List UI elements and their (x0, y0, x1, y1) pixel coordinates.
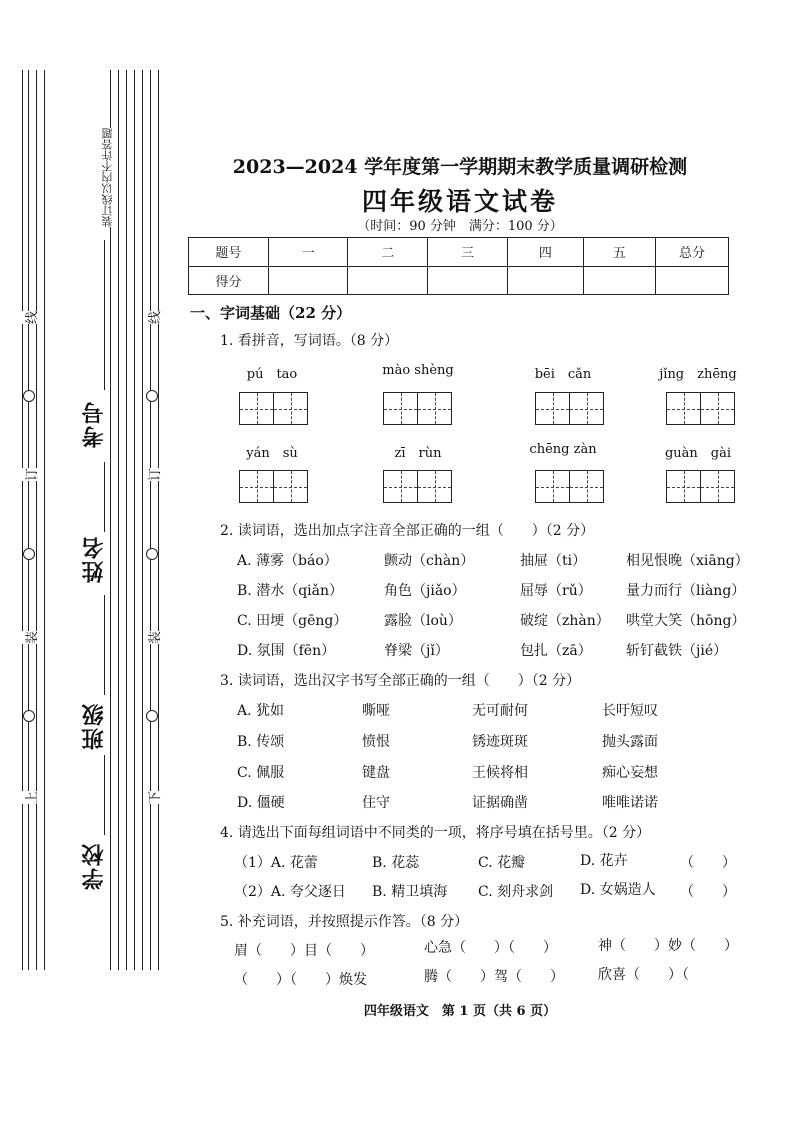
q4-answer-blank[interactable]: （ ） (680, 884, 736, 900)
writing-box[interactable] (239, 470, 308, 503)
q3-option: 愤恨 (362, 734, 390, 750)
pinyin-label: bēi cǎn (534, 367, 592, 382)
q3-option: 唯唯诺诺 (602, 795, 658, 811)
q4-option[interactable]: C. 刻舟求剑 (478, 884, 554, 900)
score-header-cell: 一 (268, 238, 348, 267)
q3-option[interactable]: C. 佩服 (237, 765, 285, 781)
score-input-cell[interactable] (655, 266, 728, 295)
binding-hole (23, 390, 35, 402)
pinyin-label: guàn gài (664, 446, 732, 461)
field-banji-line[interactable] (104, 595, 105, 695)
q3-option: 长吁短叹 (602, 703, 658, 719)
writing-box[interactable] (239, 392, 308, 425)
question-4-prompt: 4. 请选出下面每组词语中不同类的一项，将序号填在括号里。（2 分） (220, 825, 651, 841)
writing-box[interactable] (666, 470, 735, 503)
outer-mark-line: 线 (21, 311, 40, 324)
field-xingming: 姓名 (81, 535, 107, 583)
binding-hole (146, 548, 158, 560)
q3-option[interactable]: B. 传颂 (237, 734, 285, 750)
score-header-cell: 二 (348, 238, 428, 267)
q2-option[interactable]: D. 氛围（fēn） (237, 643, 336, 659)
q3-option: 证据确凿 (472, 795, 528, 811)
question-2-prompt: 2. 读词语，选出加点字注音全部正确的一组（ ）（2 分） (220, 523, 595, 539)
exam-subtitle: 四年级语文试卷 (361, 187, 558, 216)
q4-option[interactable]: C. 花瓣 (478, 855, 526, 871)
field-banji: 班级 (81, 702, 107, 750)
inner-mark-line: 线 (144, 311, 163, 324)
score-input-cell[interactable] (348, 266, 428, 295)
writing-box[interactable] (666, 392, 735, 425)
q2-option: 量力而行（liàng） (626, 583, 746, 599)
q5-blank[interactable]: 心急（ ）（ ） (424, 940, 557, 956)
pinyin-label: zī rùn (394, 446, 442, 461)
q3-option: 嘶哑 (362, 703, 390, 719)
question-1-prompt: 1. 看拼音，写词语。（8 分） (220, 333, 399, 349)
q5-blank[interactable]: 神（ ）妙（ ） (598, 938, 738, 954)
field-xuexiao: 学校 (81, 842, 107, 890)
outer-mark-shang: 上 (21, 791, 40, 804)
field-xuexiao-line[interactable] (104, 755, 105, 835)
q5-blank[interactable]: （ ）（ ）焕发 (234, 972, 367, 988)
q2-option: 角色（jiǎo） (384, 583, 466, 599)
score-header-cell: 四 (507, 238, 583, 267)
score-table (188, 237, 729, 295)
binding-hole (146, 390, 158, 402)
field-kaohao: 考号 (81, 400, 107, 448)
field-xingming-line[interactable] (104, 462, 105, 532)
question-3-prompt: 3. 读词语，选出汉字书写全部正确的一组（ ）（2 分） (220, 673, 581, 689)
binding-hole (146, 710, 158, 722)
q3-option: 王候将相 (472, 765, 528, 781)
binding-hole (23, 710, 35, 722)
binding-hole (23, 548, 35, 560)
section-title: 一、字词基础（22 分） (190, 304, 352, 322)
exam-title: 2023—2024 学年度第一学期期末教学质量调研检测 (232, 156, 688, 178)
pinyin-label: yán sù (246, 446, 298, 461)
q2-option: 屈辱（rǔ） (520, 583, 592, 599)
q3-option: 锈迹斑斑 (472, 734, 528, 750)
score-input-cell[interactable] (583, 266, 655, 295)
q2-option: 抽屉（ti） (520, 553, 587, 569)
q3-option: 无可耐何 (472, 703, 528, 719)
writing-box[interactable] (535, 470, 604, 503)
q2-option: 脊梁（jǐ） (384, 643, 449, 659)
score-header-cell: 题号 (189, 238, 269, 267)
inner-mark-zhuang: 装 (144, 631, 163, 644)
pinyin-label: mào shèng (382, 363, 454, 378)
writing-box[interactable] (383, 470, 452, 503)
score-header-cell: 总分 (655, 238, 728, 267)
q5-blank[interactable]: 眉（ ）目（ ） (234, 943, 374, 959)
q3-option: 住守 (362, 795, 390, 811)
q2-option: 斩钉截铁（jié） (626, 643, 728, 659)
q2-option: 颤动（chàn） (384, 553, 475, 569)
score-input-cell[interactable] (268, 266, 348, 295)
score-header-cell: 三 (428, 238, 508, 267)
q2-option: 包扎（zā） (520, 643, 592, 659)
pinyin-label: chēng zàn (529, 442, 597, 457)
q4-option[interactable]: （1）A. 花蕾 (234, 855, 318, 871)
pinyin-label: pú tao (246, 367, 298, 382)
score-row-label: 得分 (189, 266, 269, 295)
score-header-cell: 五 (583, 238, 655, 267)
q2-option: 哄堂大笑（hōng） (626, 613, 746, 629)
writing-box[interactable] (383, 392, 452, 425)
writing-box[interactable] (535, 392, 604, 425)
binding-notice: 装订线以内不许答题 (101, 128, 114, 227)
pinyin-label: jǐng zhēng (659, 367, 737, 382)
outer-mark-zhuang: 装 (21, 631, 40, 644)
q2-option[interactable]: B. 潜水（qiǎn） (237, 583, 343, 599)
outer-mark-ding: 订 (21, 468, 40, 481)
q5-blank[interactable]: 欣喜（ ）（ (598, 967, 689, 983)
q3-option[interactable]: D. 僵硬 (237, 795, 285, 811)
q5-blank[interactable]: 腾（ ）驾（ ） (424, 969, 564, 985)
q3-option[interactable]: A. 犹如 (237, 703, 285, 719)
page-footer: 四年级语文 第 1 页（共 6 页） (363, 1004, 557, 1019)
q4-option[interactable]: D. 花卉 (580, 853, 628, 869)
inner-mark-ding: 订 (144, 468, 163, 481)
q3-option: 键盘 (362, 765, 390, 781)
inner-mark-xia: 下 (144, 791, 163, 804)
q4-option[interactable]: B. 花蕊 (372, 855, 420, 871)
score-input-cell[interactable] (507, 266, 583, 295)
field-kaohao-line[interactable] (104, 240, 105, 390)
question-5-prompt: 5. 补充词语，并按照提示作答。（8 分） (220, 914, 469, 930)
q4-option[interactable]: D. 女娲造人 (580, 882, 656, 898)
q2-option[interactable]: A. 薄雾（báo） (237, 553, 338, 569)
q2-option: 露脸（loù） (384, 613, 462, 629)
q3-option: 抛头露面 (602, 734, 658, 750)
q3-option: 痴心妄想 (602, 765, 658, 781)
score-input-cell[interactable] (428, 266, 508, 295)
q2-option: 破绽（zhàn） (520, 613, 610, 629)
q2-option: 相见恨晚（xiāng） (626, 553, 749, 569)
q4-answer-blank[interactable]: （ ） (680, 855, 736, 871)
q4-option[interactable]: B. 精卫填海 (372, 884, 448, 900)
exam-info: （时间：90 分钟 满分：100 分） (357, 219, 563, 234)
q4-option[interactable]: （2）A. 夸父逐日 (234, 884, 346, 900)
q2-option[interactable]: C. 田埂（gēng） (237, 613, 348, 629)
